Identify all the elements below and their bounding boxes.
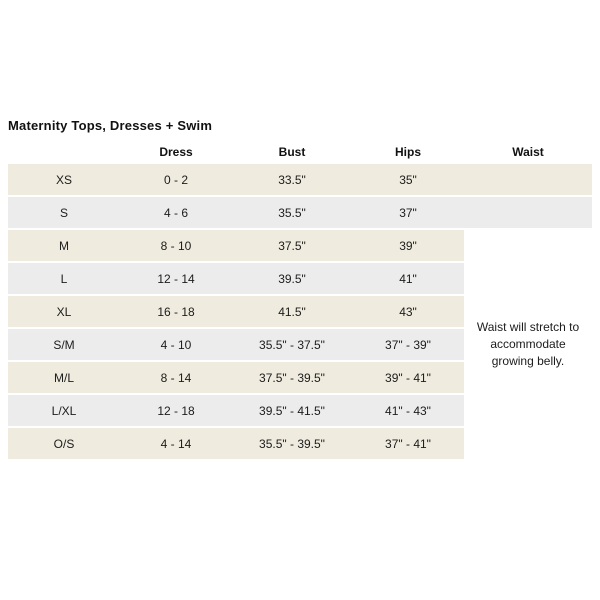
- cell-m-hips: 39": [352, 230, 464, 261]
- header-size-empty: [8, 142, 120, 162]
- header-hips: Hips: [352, 142, 464, 162]
- cell-xl-size: XL: [8, 296, 120, 327]
- cell-m-size: M: [8, 230, 120, 261]
- cell-l-xl-dress: 12 - 18: [120, 395, 232, 426]
- cell-s-bust: 35.5": [232, 197, 352, 228]
- cell-m-dress: 8 - 10: [120, 230, 232, 261]
- cell-o-s-dress: 4 - 14: [120, 428, 232, 459]
- header-bust: Bust: [232, 142, 352, 162]
- cell-o-s-size: O/S: [8, 428, 120, 459]
- cell-xs-hips: 35": [352, 164, 464, 195]
- cell-l-xl-size: L/XL: [8, 395, 120, 426]
- cell-s-m-hips: 37" - 39": [352, 329, 464, 360]
- cell-m-l-hips: 39" - 41": [352, 362, 464, 393]
- waist-note: Waist will stretch to accommodate growing belly.: [464, 230, 592, 459]
- size-chart-section: [8, 118, 592, 459]
- cell-s-m-dress: 4 - 10: [120, 329, 232, 360]
- cell-m-l-bust: 37.5" - 39.5": [232, 362, 352, 393]
- cell-s-dress: 4 - 6: [120, 197, 232, 228]
- header-waist: Waist: [464, 142, 592, 162]
- cell-xs-size: XS: [8, 164, 120, 195]
- cell-o-s-bust: 35.5" - 39.5": [232, 428, 352, 459]
- cell-xl-bust: 41.5": [232, 296, 352, 327]
- header-dress: Dress: [120, 142, 232, 162]
- cell-s-waist-empty: [464, 197, 592, 228]
- cell-m-bust: 37.5": [232, 230, 352, 261]
- cell-s-hips: 37": [352, 197, 464, 228]
- cell-xl-hips: 43": [352, 296, 464, 327]
- cell-s-m-size: S/M: [8, 329, 120, 360]
- cell-xs-bust: 33.5": [232, 164, 352, 195]
- cell-xs-dress: 0 - 2: [120, 164, 232, 195]
- cell-m-l-size: M/L: [8, 362, 120, 393]
- cell-o-s-hips: 37" - 41": [352, 428, 464, 459]
- cell-l-dress: 12 - 14: [120, 263, 232, 294]
- cell-l-size: L: [8, 263, 120, 294]
- cell-l-xl-bust: 39.5" - 41.5": [232, 395, 352, 426]
- cell-xs-waist-empty: [464, 164, 592, 195]
- cell-l-bust: 39.5": [232, 263, 352, 294]
- cell-s-m-bust: 35.5" - 37.5": [232, 329, 352, 360]
- size-chart-title: Maternity Tops, Dresses + Swim: [8, 118, 213, 133]
- cell-m-l-dress: 8 - 14: [120, 362, 232, 393]
- cell-s-size: S: [8, 197, 120, 228]
- cell-l-hips: 41": [352, 263, 464, 294]
- cell-l-xl-hips: 41" - 43": [352, 395, 464, 426]
- cell-xl-dress: 16 - 18: [120, 296, 232, 327]
- size-chart-table: [8, 142, 592, 459]
